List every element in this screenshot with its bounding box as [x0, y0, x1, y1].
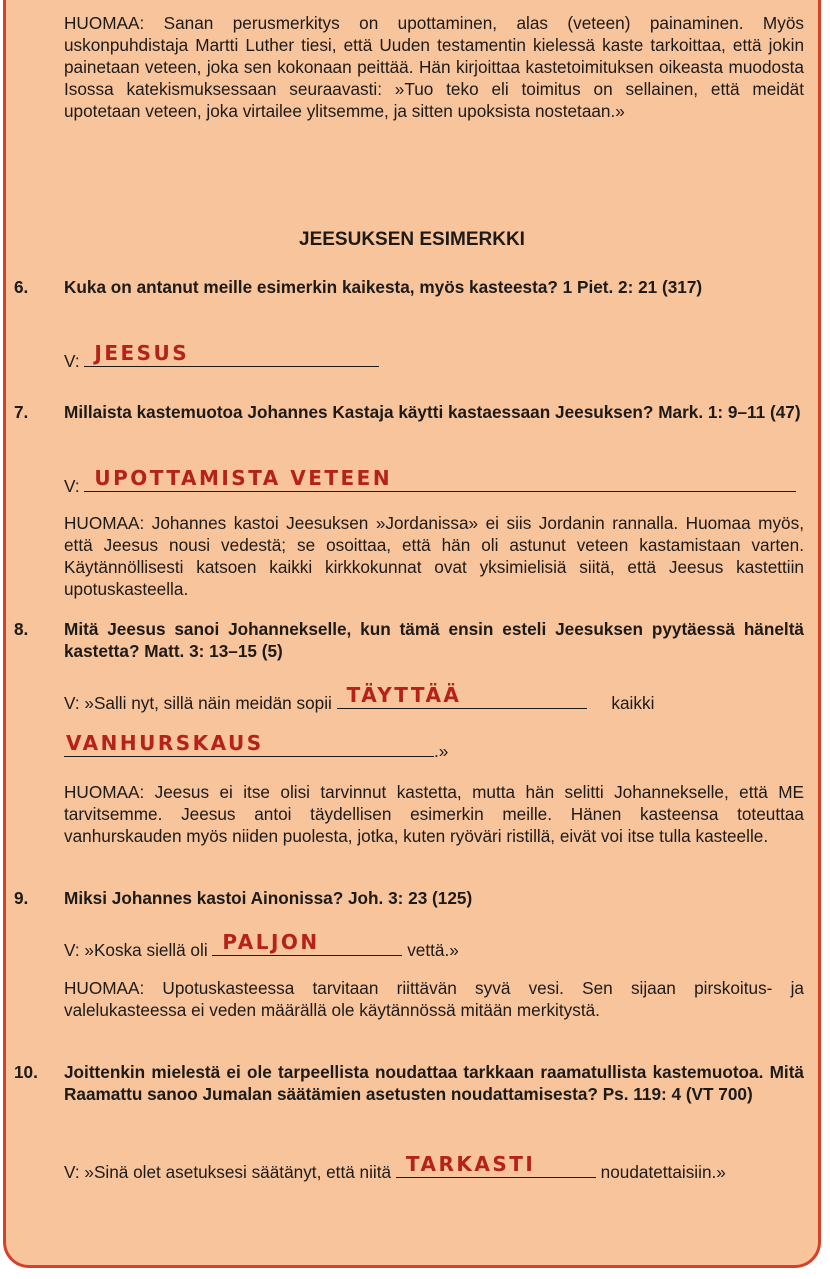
handwritten-answer: TARKASTI [405, 1152, 536, 1176]
question-text: Mitä Jeesus sanoi Johannekselle, kun tämä ensin esteli Jeesuksen pyytäessä häneltä kastetta? Matt. 3: 13–15 (5) [64, 619, 804, 661]
note-9: HUOMAA: Upotuskasteessa tarvitaan riittävän syvä vesi. Sen sijaan pirskoitus- ja valelukasteessa ei veden määrällä ole käytännössä mitään merkitystä. [64, 978, 804, 1020]
worksheet-page [3, 0, 821, 1268]
answer-text: »Salli nyt, sillä näin meidän sopii [84, 693, 332, 713]
intro-note: HUOMAA: Sanan perusmerkitys on upottaminen, alas (veteen) painaminen. Myös uskonpuhdistaja Martti Luther tiesi, että Uuden testamentin kielessä kaste tarkoittaa, että jokin painetaan veteen, joka sen kokonaan peittää. Hän kirjoittaa kastetoimituksen oikeasta muodosta Isossa katekismuksessaan seuraavasti: »Tuo teko eli toimitus on sellainen, että meidät upotetaan veteen, joka virtailee ylitsemme, ja sitten upoksista nostetaan.» [64, 13, 804, 121]
question-number: 6. [14, 277, 29, 297]
answer-10 [64, 1151, 804, 1187]
answer-prefix: V: [64, 1162, 80, 1182]
answer-blank[interactable] [84, 340, 379, 367]
answer-8-line-2 [64, 730, 804, 762]
answer-text: vettä.» [407, 940, 459, 960]
handwritten-answer: JEESUS [94, 341, 190, 365]
answer-text: noudatettaisiin.» [600, 1162, 726, 1182]
handwritten-answer: UPOTTAMISTA VETEEN [94, 466, 393, 490]
answer-prefix: V: [64, 693, 80, 713]
handwritten-answer: TÄYTTÄÄ [346, 683, 462, 707]
question-text: Miksi Johannes kastoi Ainonissa? Joh. 3: 23 (125) [64, 888, 473, 908]
answer-text: »Koska siellä oli [84, 940, 208, 960]
answer-blank[interactable] [396, 1151, 596, 1178]
answer-blank[interactable] [212, 929, 402, 956]
answer-prefix: V: [64, 940, 80, 960]
answer-8-line-1 [64, 682, 804, 714]
answer-6 [64, 340, 804, 372]
note-8: HUOMAA: Jeesus ei itse olisi tarvinnut kastetta, mutta hän selitti Johannekselle, että ME tarvitsemme. Jeesus antoi täydellisen esimerkin meille. Hänen kasteensa toteuttaa vanhurskauden myös niiden puolesta, jotka, kuten ryöväri ristillä, eivät voi itse tulla kasteelle. [64, 782, 804, 846]
answer-9 [64, 929, 804, 961]
answer-blank[interactable] [64, 730, 434, 757]
question-6 [14, 276, 804, 298]
question-number: 7. [14, 402, 29, 422]
answer-prefix: V: [64, 351, 80, 371]
note-7: HUOMAA: Johannes kastoi Jeesuksen »Jordanissa» ei siis Jordanin rannalla. Huomaa myös, että Jeesus nousi vedestä; se osoittaa, että hän oli astunut veteen kastamistaan varten. Käytännöllisesti katsoen kaikki kirkkokunnat ovat yksimielisiä siitä, että Jeesus kastettiin upotuskasteella. [64, 513, 804, 599]
handwritten-answer: PALJON [222, 930, 320, 954]
question-text: Kuka on antanut meille esimerkin kaikesta, myös kasteesta? 1 Piet. 2: 21 (317) [64, 277, 703, 297]
question-8 [14, 618, 804, 662]
answer-blank[interactable] [84, 465, 796, 492]
answer-text: »Sinä olet asetuksesi säätänyt, että niitä [84, 1162, 392, 1182]
question-7 [14, 401, 804, 423]
answer-blank[interactable] [337, 682, 587, 709]
section-heading: JEESUKSEN ESIMERKKI [299, 229, 525, 250]
question-text: Joittenkin mielestä ei ole tarpeellista noudattaa tarkkaan raamatullista kastemuotoa. Mitä Raamattu sanoo Jumalan säätämien asetusten noudattamisesta? Ps. 119: 4 (VT 700) [64, 1062, 804, 1104]
question-10 [14, 1061, 804, 1105]
question-number: 10. [14, 1062, 38, 1082]
question-text: Millaista kastemuotoa Johannes Kastaja käytti kastaessaan Jeesuksen? Mark. 1: 9–11 (47) [64, 402, 801, 422]
question-number: 9. [14, 888, 29, 908]
question-number: 8. [14, 619, 29, 639]
handwritten-answer: VANHURSKAUS [66, 731, 264, 755]
answer-prefix: V: [64, 476, 80, 496]
answer-7 [64, 465, 804, 497]
answer-text: .» [434, 741, 449, 761]
question-9 [14, 887, 804, 909]
answer-text: kaikki [611, 693, 655, 713]
